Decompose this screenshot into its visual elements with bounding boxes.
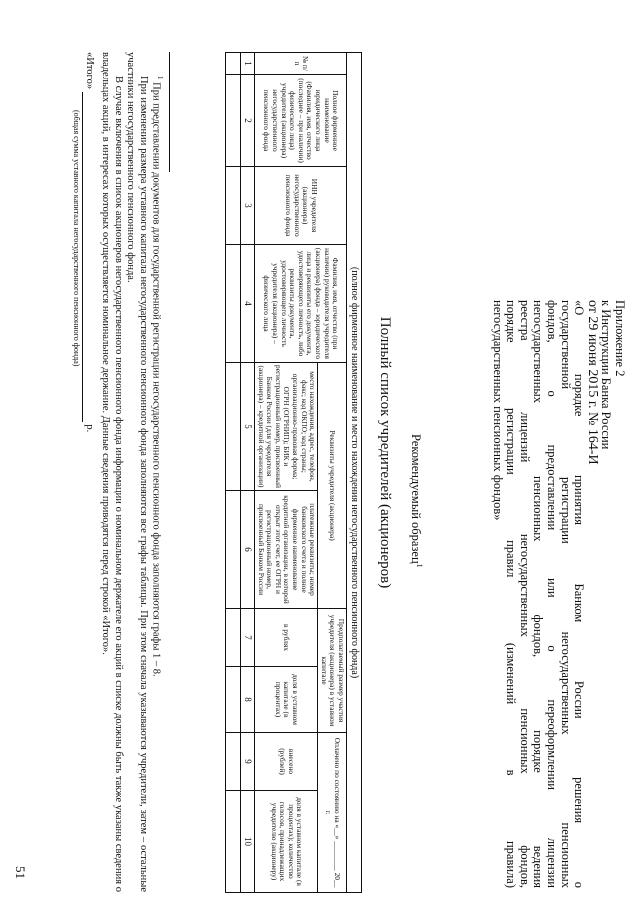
header-col-head-person: Фамилия, имя, отчество (при наличии) руководителя учредителя (акционера) фонда – юридического лица и реквизиты его документа, удостоверяющего личность, либо реквизиты документа, удостоверяющего личность учредителя (акционера) – физического лица <box>255 245 347 363</box>
appendix-header <box>490 300 626 905</box>
empty-cell <box>226 167 241 245</box>
total-blank-line <box>82 92 93 422</box>
total-unit: р. <box>83 424 95 433</box>
header-col-founder-name: Полное фирменное наименование юридического лица (Фамилия, имя, отчество (последнее – при наличии) физического лица) учредителя (акционера) негосударственного пенсионного фонда <box>255 75 347 167</box>
subject-line-5: реестра лицензий негосударственных пенсионных фондов, <box>517 300 532 888</box>
header-col-inn: ИНН учредителя (акционера) негосударственного пенсионного фонда <box>255 167 347 245</box>
empty-cell <box>226 609 241 667</box>
col-number: 7 <box>241 609 255 667</box>
subject-line-6: порядке регистрации правил (изменений в правила) <box>504 300 519 888</box>
empty-cell <box>226 791 241 893</box>
subject-line-7: негосударственных пенсионных фондов» <box>490 300 505 521</box>
page-number: 51 <box>13 866 28 879</box>
subject-line-1: «О порядке принятия Банком России решения о <box>572 300 587 888</box>
subject-line-3: фондов, о предоставлении или о переоформлении лицензии <box>545 300 560 888</box>
header-group-requisites: Реквизиты учредителя (акционера) <box>318 363 347 609</box>
founders-table <box>225 52 362 893</box>
col-number: 4 <box>241 245 255 363</box>
table-caption: (полное фирменное наименование и место нахождения негосударственного пенсионного фонда) <box>347 53 362 893</box>
header-col-payment-details: платежные реквизиты; номер банковского счета и полное фирменное наименование кредитной организации, в которой открыт этот счет, ее ОГРН и регистрационный номер, присвоенный Банком России <box>255 491 318 609</box>
empty-cell <box>226 733 241 791</box>
footnote-1 <box>149 52 166 892</box>
total-line: «Итого» р. (общая сумма уставного капитала негосударственного пенсионного фонда) <box>69 52 94 892</box>
header-group-paid: Оплачено по состоянию на «__» ________ 20__ г. <box>318 733 347 893</box>
header-col-address: место нахождения, адрес, телефон, факс; код ОКПО; код страны; организационно-правовая форма; ОГРН (ОГРНИП); БИК и регистрационный номер, присвоенный Банком России (для учредителя (акционера) – кредитной организации) <box>255 363 318 491</box>
empty-cell <box>226 491 241 609</box>
total-label: Итого <box>83 57 95 84</box>
footnote-3: В случае включения в список акционеров негосударственного пенсионного фонда информации о номинальном держателе его акций в списке должны быть также указаны сведения о владельцах акций, в интересах которых осуществляется номинальное держание. Данные сведения приводятся перед строкой «Итого». <box>100 52 124 892</box>
col-number: 1 <box>241 53 255 75</box>
footnote-1-mark: 1 <box>156 76 164 80</box>
col-number: 5 <box>241 363 255 491</box>
appendix-number: Приложение 2 <box>613 300 627 377</box>
sample-label <box>408 434 424 568</box>
header-group-planned-share: Предполагаемый размер участия учредителя (акционера) в уставном капитале <box>318 609 347 733</box>
footnote-1-text: При представлении документов для государственной регистрации негосударственного пенсионного фонда заполняются графы 1 – 8. <box>150 82 162 677</box>
empty-cell <box>226 245 241 363</box>
footnotes <box>69 52 170 892</box>
header-col-share-percent: доля в уставном капитале (в процентах) <box>255 667 318 733</box>
footnote-divider <box>169 52 170 172</box>
instruction-reference: к Инструкции Банка России <box>599 300 614 450</box>
sample-label-text: Рекомендуемый образец <box>408 434 423 564</box>
empty-cell <box>226 75 241 167</box>
subject-line-4: негосударственных пенсионных фондов, порядке ведения <box>531 300 546 888</box>
founders-table-wrapper <box>225 52 362 892</box>
document-title: Полный список учредителей (акционеров) <box>377 316 393 589</box>
header-col-paid-share-votes: доля в уставном капитале (в процентах); количество голосов, принадлежащих учредителю (акционеру) <box>255 791 318 893</box>
col-number: 2 <box>241 75 255 167</box>
col-number: 8 <box>241 667 255 733</box>
empty-data-row <box>226 53 241 893</box>
col-number: 6 <box>241 491 255 609</box>
header-col-rubles: в рублях <box>255 609 318 667</box>
col-number: 3 <box>241 167 255 245</box>
header-col-paid-rubles: внесено (рублей) <box>255 733 318 791</box>
footnote-2: При изменении размера уставного капитала негосударственного пенсионного фонда заполняются все графы таблицы. При этом сначала указываются учредители, затем – остальные участники негосударственного пенсионного фонда. <box>125 52 149 892</box>
sample-footnote-mark: 1 <box>415 563 424 568</box>
col-number: 9 <box>241 733 255 791</box>
empty-cell <box>226 363 241 491</box>
empty-cell <box>226 667 241 733</box>
empty-cell <box>226 53 241 75</box>
col-number: 10 <box>241 791 255 893</box>
instruction-date: от 29 июня 2015 г. № 164-И <box>584 300 600 465</box>
header-col-number: № п/п <box>255 53 347 75</box>
total-caption: (общая сумма уставного капитала негосударственного пенсионного фонда) <box>71 110 81 367</box>
column-number-row <box>241 53 255 893</box>
subject-line-2: государственной регистрации негосударственных пенсионных <box>558 300 573 888</box>
